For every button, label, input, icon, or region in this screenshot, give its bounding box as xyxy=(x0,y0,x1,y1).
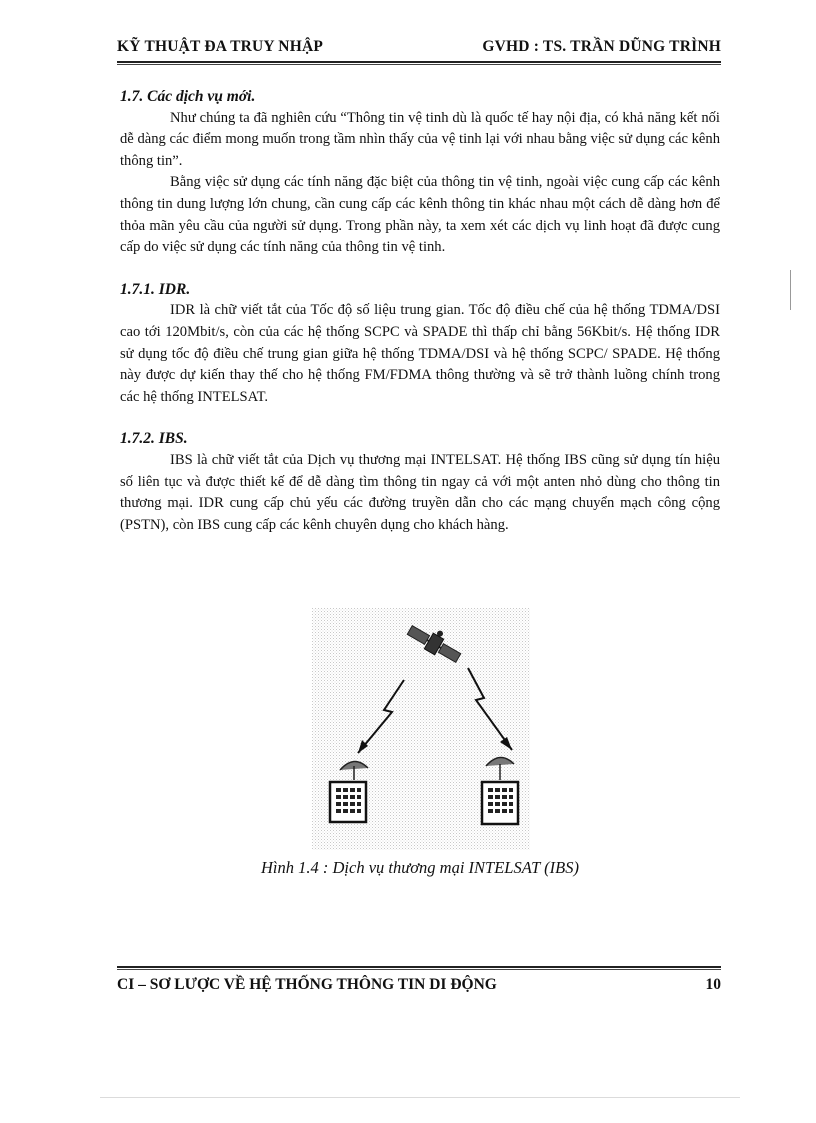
paragraph: IDR là chữ viết tắt của Tốc độ số liệu trung gian. Tốc độ điều chế của hệ thống TDMA/DSI cao tới 120Mbit/s, còn của các hệ thống SCPC và SPADE thì thấp chỉ bằng 56Kbit/s. Hệ thống IDR sử dụng tốc độ điều chế trung gian giữa hệ thống TDMA/DSI và hệ thống SCPC/ SPADE. Hệ thống này được dự kiến thay thế cho hệ thống FM/FDMA thông thường và sẽ trở thành luồng chính trong các hệ thống INTELSAT. xyxy=(120,302,720,405)
spacer xyxy=(120,259,720,279)
footer-rule xyxy=(117,966,721,968)
figure-caption: Hình 1.4 : Dịch vụ thương mại INTELSAT (IBS) xyxy=(261,858,579,877)
page-footer xyxy=(117,976,721,998)
section-heading-1-7: 1.7. Các dịch vụ mới. xyxy=(120,88,256,105)
section-heading-1-7-1: 1.7.1. IDR. xyxy=(120,280,191,298)
ibs-illustration xyxy=(312,608,530,850)
page-header xyxy=(117,35,721,59)
paragraph: Bằng việc sử dụng các tính năng đặc biệt của thông tin vệ tinh, ngoài việc cung cấp các kênh thông tin dung lượng lớn chung, cần cung cấp các kênh thông tin khác nhau một cách dễ dàng hơn để thỏa mãn yêu cầu của người sử dụng. Trong phần này, ta xem xét các dịch vụ linh hoạt đã được cung cấp do việc sử dụng các tính năng của thông tin vệ tinh. xyxy=(120,174,720,256)
section-heading-1-7-2: 1.7.2. IBS. xyxy=(120,430,188,448)
header-rule xyxy=(117,61,721,63)
spacer xyxy=(120,408,720,428)
header-left-title: KỸ THUẬT ĐA TRUY NHẬP xyxy=(117,38,324,55)
figure-ibs-diagram xyxy=(312,608,530,850)
footer-chapter-title: CI – SƠ LƯỢC VỀ HỆ THỐNG THÔNG TIN DI ĐỘNG xyxy=(117,976,497,993)
header-right-advisor: GVHD : TS. TRẦN DŨNG TRÌNH xyxy=(482,38,721,55)
header-rule-thin xyxy=(117,64,721,65)
footer-rule-thin xyxy=(117,969,721,970)
paragraph: IBS là chữ viết tắt của Dịch vụ thương mại INTELSAT. Hệ thống IBS cũng sử dụng tín hiệu số liên tục và được thiết kế để dễ dàng tìm thông tin ngay cả với một anten nhỏ dùng cho thông tin thương mại. IDR cung cấp chủ yếu các đường truyền dẫn cho các mạng chuyển mạch công cộng (PSTN), còn IBS cung cấp các kênh chuyên dụng cho khách hàng. xyxy=(120,451,720,533)
scan-artifact xyxy=(790,270,791,310)
main-content xyxy=(120,86,720,536)
page-number: 10 xyxy=(705,976,721,993)
scan-artifact xyxy=(100,1097,740,1098)
paragraph: Như chúng ta đã nghiên cứu “Thông tin vệ tinh dù là quốc tế hay nội địa, có khả năng kết nối dễ dàng các điểm mong muốn trong tầm nhìn thấy của vệ tinh lại với nhau bằng việc sử dụng các kênh thông tin”. xyxy=(120,109,720,169)
